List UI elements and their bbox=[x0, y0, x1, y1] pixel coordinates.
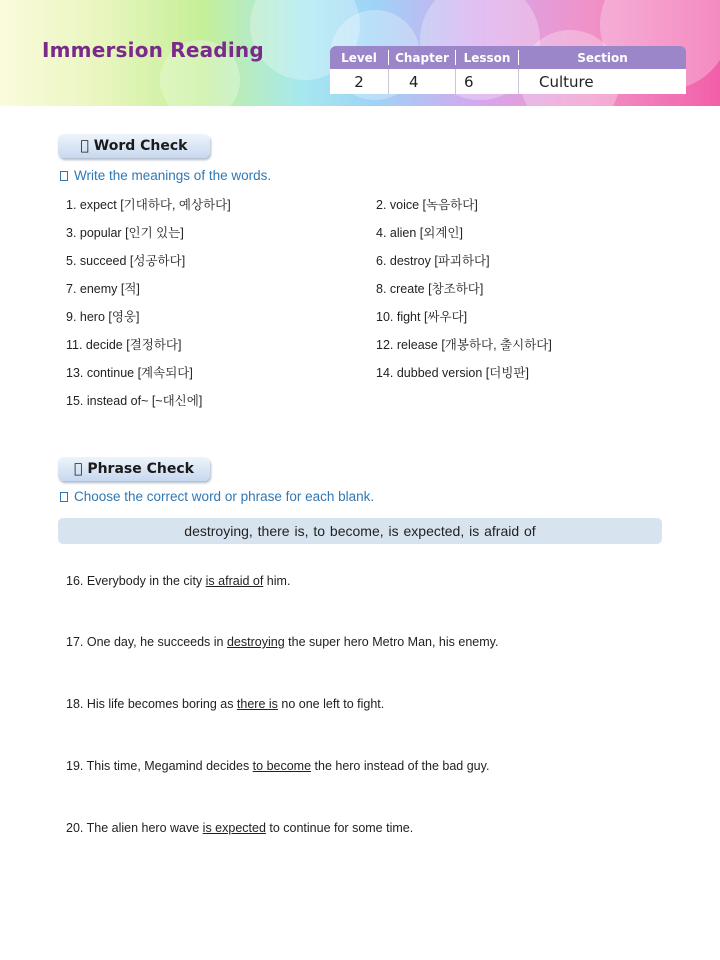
phrase-check-instruction: Choose the correct word or phrase for each blank. bbox=[60, 489, 374, 504]
word-item: 4. alien [외계인] bbox=[376, 226, 463, 240]
level-value: 2 bbox=[354, 72, 364, 91]
lesson-info-table bbox=[330, 46, 686, 94]
word-item: 12. release [개봉하다, 출시하다] bbox=[376, 338, 552, 352]
answer-blank: there is bbox=[236, 697, 278, 711]
word-item: 1. expect [기대하다, 예상하다] bbox=[66, 198, 231, 212]
word-check-heading: Word Check bbox=[58, 134, 210, 158]
word-item: 8. create [창조하다] bbox=[376, 282, 484, 296]
checkbox-square-icon bbox=[60, 171, 68, 181]
level-label: Level bbox=[341, 50, 377, 65]
word-item: 5. succeed [성공하다] bbox=[66, 254, 186, 268]
word-item: 10. fight [싸우다] bbox=[376, 310, 468, 324]
lesson-value: 6 bbox=[464, 72, 474, 91]
word-item: 11. decide [결정하다] bbox=[66, 338, 182, 352]
word-item: 6. destroy [파괴하다] bbox=[376, 254, 490, 268]
sentence-item: 18. His life becomes boring as there is no one left to fight. bbox=[66, 697, 385, 711]
sentence-item: 16. Everybody in the city is afraid of him. bbox=[66, 574, 291, 588]
word-item: 13. continue [계속되다] bbox=[66, 366, 193, 380]
answer-blank: to become bbox=[252, 759, 312, 773]
word-item: 15. instead of~ [~대신에] bbox=[66, 394, 203, 408]
section-label: Section bbox=[577, 50, 628, 65]
answer-blank: is expected bbox=[202, 821, 266, 835]
chapter-label: Chapter bbox=[395, 50, 449, 65]
sentence-item: 20. The alien hero wave is expected to continue for some time. bbox=[66, 821, 414, 835]
answer-blank: destroying bbox=[226, 635, 285, 649]
word-check-instruction: Write the meanings of the words. bbox=[60, 168, 271, 183]
brand-title: Immersion Reading bbox=[42, 38, 264, 62]
lesson-info-header bbox=[330, 46, 686, 69]
word-bank: destroying, there is, to become, is expected, is afraid of bbox=[58, 518, 662, 544]
word-item: 9. hero [영웅] bbox=[66, 310, 140, 324]
lesson-info-values bbox=[330, 69, 686, 94]
answer-blank: is afraid of bbox=[205, 574, 264, 588]
word-item: 7. enemy [적] bbox=[66, 282, 140, 296]
phrase-check-heading: Phrase Check bbox=[58, 457, 210, 481]
sentence-item: 19. This time, Megamind decides to become the hero instead of the bad guy. bbox=[66, 759, 490, 773]
word-item: 3. popular [인기 있는] bbox=[66, 226, 184, 240]
section-value: Culture bbox=[539, 72, 594, 91]
lesson-label: Lesson bbox=[463, 50, 511, 65]
header-banner bbox=[0, 0, 720, 106]
word-item: 14. dubbed version [더빙판] bbox=[376, 366, 529, 380]
chapter-value: 4 bbox=[409, 72, 419, 91]
sentence-item: 17. One day, he succeeds in destroying the super hero Metro Man, his enemy. bbox=[66, 635, 499, 649]
word-item: 2. voice [녹음하다] bbox=[376, 198, 478, 212]
checkbox-square-icon bbox=[60, 492, 68, 502]
